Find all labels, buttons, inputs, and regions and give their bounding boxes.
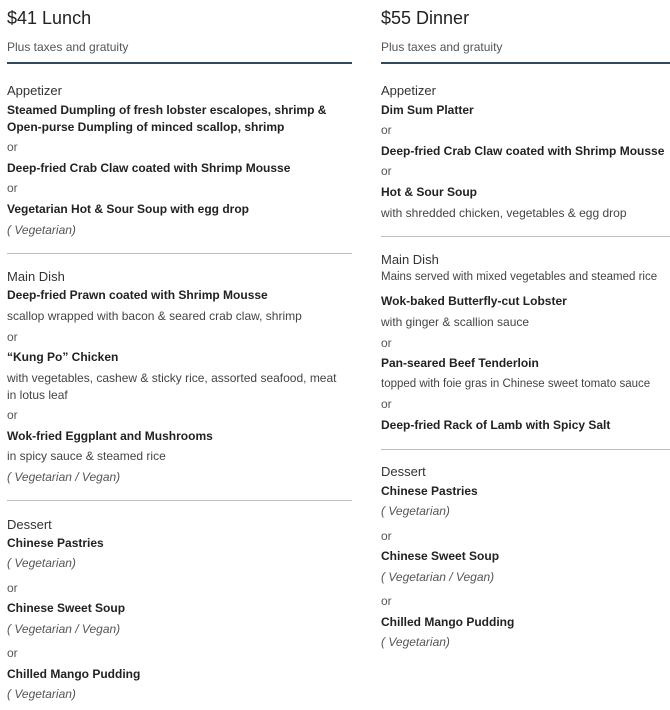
dinner-appetizer-item-1: Dim Sum Platter (381, 103, 474, 117)
dinner-main-intro: Mains served with mixed vegetables and steamed rice (381, 271, 658, 283)
lunch-appetizer-item-1: Steamed Dumpling of fresh lobster escalopes, shrimp & Open-purse Dumpling of minced scallop, shrimp (7, 103, 327, 134)
or-separator: or (7, 581, 18, 595)
lunch-dessert-item-1: Chinese Pastries (7, 536, 104, 550)
lunch-main-item-1-desc: scallop wrapped with bacon & seared crab claw, shrimp (7, 309, 302, 323)
lunch-title-divider (7, 62, 352, 64)
section-divider (381, 236, 670, 237)
or-separator: or (7, 646, 18, 660)
lunch-main-item-2-desc: with vegetables, cashew & sticky rice, assorted seafood, meat in lotus leaf (7, 371, 337, 402)
lunch-main-item-2: “Kung Po” Chicken (7, 350, 119, 364)
or-separator: or (7, 140, 18, 154)
dietary-note: ( Vegetarian) (381, 635, 450, 649)
dinner-main-heading: Main Dish (381, 252, 439, 267)
dinner-dessert-item-1: Chinese Pastries (381, 484, 478, 498)
dietary-note: ( Vegetarian / Vegan) (7, 470, 121, 484)
dinner-appetizer-item-3-desc: with shredded chicken, vegetables & egg drop (381, 206, 627, 220)
dietary-note: ( Vegetarian / Vegan) (381, 570, 495, 584)
dinner-main-item-2: Pan-seared Beef Tenderloin (381, 356, 539, 370)
or-separator: or (381, 594, 392, 608)
dietary-note: ( Vegetarian / Vegan) (7, 622, 121, 636)
dinner-main-item-1-desc: with ginger & scallion sauce (381, 315, 530, 329)
dinner-title: $55 Dinner (381, 8, 470, 28)
dinner-main-item-3: Deep-fried Rack of Lamb with Spicy Salt (381, 418, 611, 432)
or-separator: or (7, 181, 18, 195)
section-divider (7, 253, 352, 254)
dinner-appetizer-heading: Appetizer (381, 83, 436, 98)
lunch-title: $41 Lunch (7, 8, 92, 28)
dietary-note: ( Vegetarian) (381, 504, 450, 518)
lunch-main-item-3: Wok-fried Eggplant and Mushrooms (7, 429, 213, 443)
dinner-appetizer-item-3: Hot & Sour Soup (381, 185, 477, 199)
dietary-note: ( Vegetarian) (7, 687, 76, 701)
dinner-main-item-2-desc: topped with foie gras in Chinese sweet tomato sauce (381, 378, 651, 390)
lunch-dessert-item-2: Chinese Sweet Soup (7, 601, 126, 615)
or-separator: or (7, 408, 18, 422)
lunch-main-heading: Main Dish (7, 269, 65, 284)
lunch-appetizer-heading: Appetizer (7, 83, 62, 98)
or-separator: or (381, 397, 392, 411)
dinner-main-item-1: Wok-baked Butterfly-cut Lobster (381, 294, 567, 308)
dinner-dessert-item-2: Chinese Sweet Soup (381, 549, 500, 563)
section-divider (381, 449, 670, 450)
lunch-appetizer-item-2: Deep-fried Crab Claw coated with Shrimp Mousse (7, 161, 291, 175)
or-separator: or (7, 330, 18, 344)
dietary-note: ( Vegetarian) (7, 556, 76, 570)
or-separator: or (381, 164, 392, 178)
dinner-appetizer-item-2: Deep-fried Crab Claw coated with Shrimp Mousse (381, 144, 665, 158)
lunch-subtitle: Plus taxes and gratuity (7, 40, 129, 54)
lunch-appetizer-item-3: Vegetarian Hot & Sour Soup with egg drop (7, 202, 250, 216)
lunch-main-item-3-desc: in spicy sauce & steamed rice (7, 449, 166, 463)
lunch-dessert-item-3: Chilled Mango Pudding (7, 667, 141, 681)
dinner-subtitle: Plus taxes and gratuity (381, 40, 503, 54)
or-separator: or (381, 529, 392, 543)
lunch-main-item-1: Deep-fried Prawn coated with Shrimp Mousse (7, 288, 268, 302)
section-divider (7, 500, 352, 501)
or-separator: or (381, 336, 392, 350)
dinner-dessert-item-3: Chilled Mango Pudding (381, 615, 515, 629)
lunch-dessert-heading: Dessert (7, 517, 52, 532)
dietary-note: ( Vegetarian) (7, 223, 76, 237)
dinner-dessert-heading: Dessert (381, 464, 426, 479)
dinner-title-divider (381, 62, 670, 64)
or-separator: or (381, 123, 392, 137)
